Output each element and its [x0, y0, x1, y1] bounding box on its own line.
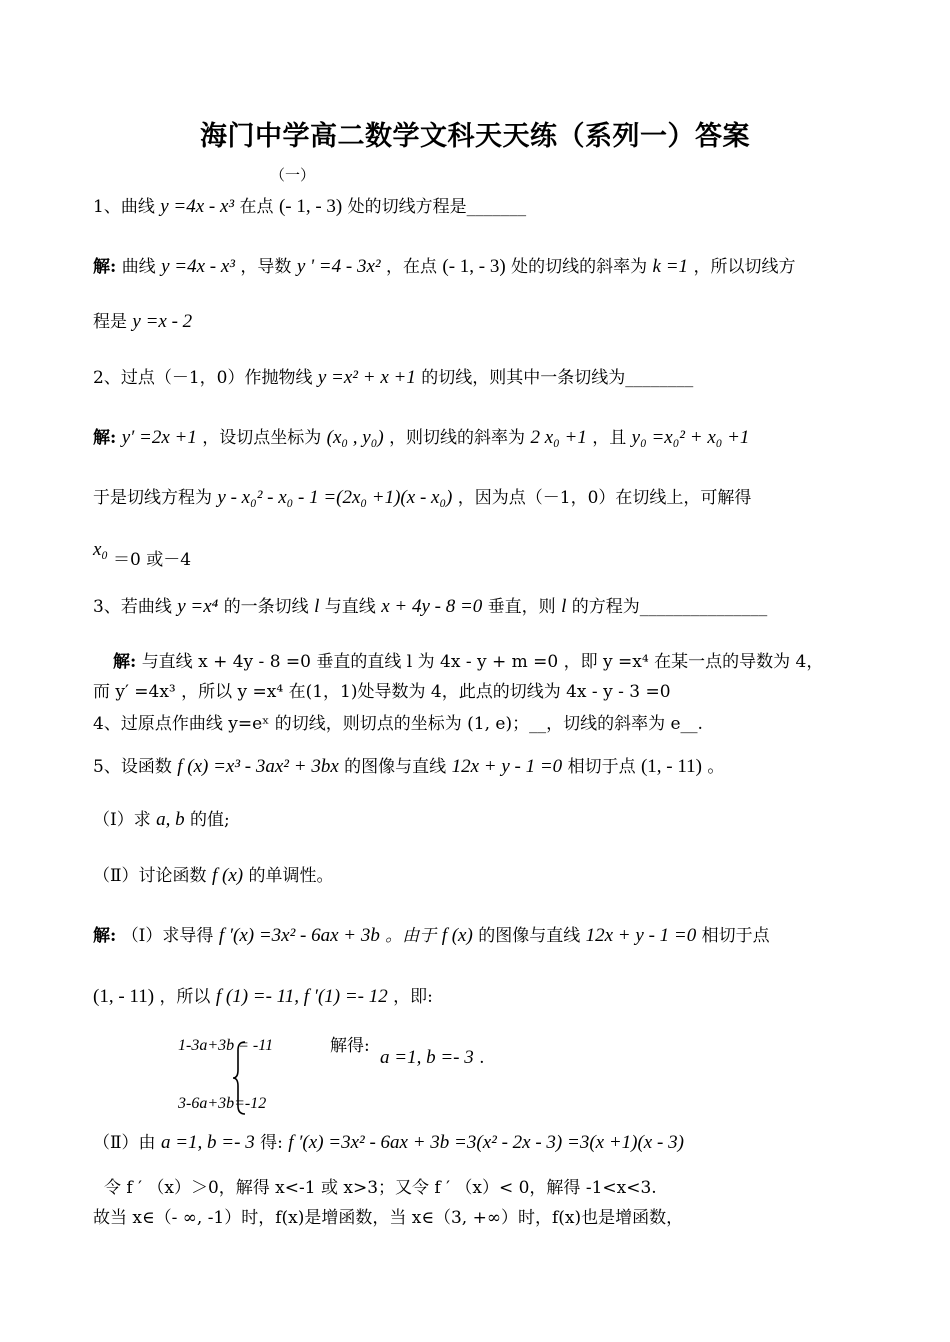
solved-label: 解得:: [330, 1036, 370, 1056]
q5-text: 。: [707, 757, 725, 777]
solution-5-values: [380, 1048, 485, 1068]
q5-prefix: 5、设函数: [93, 757, 172, 777]
solution-5-part-2: [93, 1133, 684, 1153]
section-number: （一）: [270, 166, 316, 184]
q1-point: (- 1, - 3): [278, 196, 343, 217]
q1-suffix: 处的切线方程是_______: [347, 197, 527, 217]
solution-5-line-1: [93, 926, 770, 946]
s5-text: （Ⅰ）求导得: [121, 926, 214, 946]
solution-2-result: ＝0 或－4: [113, 550, 192, 570]
s2-text: ，则切线的斜率为: [389, 428, 526, 448]
q3-line-l: l: [561, 596, 567, 617]
q3-prefix: 3、若曲线: [93, 597, 172, 617]
q5-line-eq: 12x + y - 1 =0: [451, 756, 563, 777]
q1-mid: 在点: [239, 197, 274, 217]
q5-text: 相切于点: [567, 757, 636, 777]
question-1: [93, 197, 526, 217]
s5-text: 相切于点: [701, 926, 770, 946]
s5-values: a =1, b =- 3: [160, 1132, 255, 1153]
s1-text: ，所以切线方: [693, 257, 796, 277]
q5-text: （Ⅰ）求: [93, 810, 151, 830]
s1-text: ，导数: [240, 257, 292, 277]
solution-5-line-5: 令 f ′ （x）＞0，解得 x<-1 或 x>3；又令 f ′ （x）< 0，解得 -1<x<3.: [104, 1178, 657, 1198]
solution-3-line-2: 而 y′ =4x³ ，所以 y =x⁴ 在(1，1)处导数为 4，此点的切线为 4x - y - 3 =0: [93, 682, 671, 702]
s2-text: ，且: [592, 428, 627, 448]
s5-text: （Ⅱ）由: [93, 1133, 156, 1153]
question-4: 4、过原点作曲线 y=eˣ 的切线，则切点的坐标为 (1, e)；__，切线的斜率为 e__.: [93, 714, 703, 734]
q1-formula: y =4x - x³: [160, 196, 235, 217]
s1-slope: k =1: [652, 256, 689, 277]
q5-text: （Ⅱ）讨论函数: [93, 866, 207, 886]
q3-formula: y =x⁴: [177, 596, 219, 617]
question-2: [93, 368, 693, 388]
solution-2-line-1: [93, 428, 749, 448]
question-5-part-2: [93, 866, 334, 886]
s5-conditions: f (1) =- 11, f ′(1) =- 12: [215, 986, 388, 1007]
s2-tangent-point: (x₀ , y₀): [326, 427, 384, 448]
solution-label: 解:: [93, 926, 117, 946]
q3-text: 与直线: [324, 597, 376, 617]
s2-y0: y₀ =x₀² + x₀ +1: [631, 427, 750, 448]
s2-slope: 2 x₀ +1: [530, 427, 587, 448]
s1-text: 处的切线的斜率为: [511, 257, 648, 277]
q5-function-ref: f (x): [211, 865, 244, 886]
q1-prefix: 1、曲线: [93, 197, 155, 217]
q5-vars: a, b: [156, 809, 185, 830]
s5-point: (1, - 11): [93, 986, 155, 1007]
s3-text: 与直线 x + 4y - 8 =0 垂直的直线 l 为 4x - y + m =0 ，即 y =x⁴ 在某一点的导数为 4，: [141, 652, 824, 672]
s1-text: 程是: [93, 312, 127, 332]
solution-1-line-2: [93, 312, 192, 332]
s1-point: (- 1, - 3): [442, 256, 506, 277]
s1-derivative: y ' =4 - 3x²: [296, 256, 381, 277]
s2-text: 于是切线方程为: [93, 488, 212, 508]
s5-text: 的图像与直线: [478, 926, 581, 946]
s1-answer: y =x - 2: [132, 311, 193, 332]
s2-derivative: y′ =2x +1: [121, 427, 197, 448]
q5-function: f (x) =x³ - 3ax² + 3bx: [177, 756, 339, 777]
question-3: [93, 597, 767, 617]
question-5-part-1: [93, 810, 230, 830]
s5-factored-derivative: f ′(x) =3x² - 6ax + 3b =3(x² - 2x - 3) =3(x +1)(x - 3): [288, 1132, 684, 1153]
s1-formula: y =4x - x³: [161, 256, 235, 277]
left-brace: [232, 1040, 246, 1116]
s2-x0: x₀: [93, 539, 109, 560]
q3-line-l: l: [314, 596, 320, 617]
q2-suffix: 的切线，则其中一条切线为________: [421, 368, 694, 388]
solution-3-line-1: [113, 652, 823, 672]
s5-function-ref: f (x): [441, 925, 473, 946]
s2-text: ，因为点（－1，0）在切线上，可解得: [457, 488, 752, 508]
q2-prefix: 2、过点（－1，0）作抛物线: [93, 368, 313, 388]
equation-system-row-2: 3-6a+3b=-12: [178, 1095, 267, 1112]
s5-text: ，即:: [393, 987, 433, 1007]
solution-label: 解:: [93, 257, 117, 277]
q3-suffix: 的方程为_______________: [571, 597, 768, 617]
solution-2-line-3: [93, 540, 108, 560]
page-title: 海门中学高二数学文科天天练（系列一）答案: [200, 121, 750, 152]
q3-line-eq: x + 4y - 8 =0: [381, 596, 483, 617]
solution-label: 解:: [93, 428, 117, 448]
s5-derivative: f ′(x) =3x² - 6ax + 3b: [218, 925, 380, 946]
equation-system-row-1: 1-3a+3b = -11: [178, 1037, 274, 1054]
s5-text: ，所以: [159, 987, 211, 1007]
s5-text: 得:: [260, 1133, 283, 1153]
q3-text: 垂直，则: [487, 597, 556, 617]
q5-text: 的单调性。: [248, 866, 334, 886]
s5-text: .: [479, 1048, 485, 1068]
q5-text: 的值;: [190, 810, 230, 830]
solution-5-line-2: [93, 987, 433, 1007]
s2-tangent-equation: y - x₀² - x₀ - 1 =(2x₀ +1)(x - x₀): [217, 487, 453, 508]
s1-text: 曲线: [121, 257, 156, 277]
s5-line-eq: 12x + y - 1 =0: [585, 925, 697, 946]
solution-label: 解:: [113, 652, 137, 672]
solution-2-line-2: [93, 488, 751, 508]
solution-1-line-1: [93, 257, 795, 277]
q5-point: (1, - 11): [640, 756, 703, 777]
s1-text: ，在点: [386, 257, 437, 277]
solution-5-line-6: 故当 x∈（- ∞, -1）时，f(x)是增函数，当 x∈（3, +∞）时，f(x)也是增函数，: [93, 1208, 684, 1228]
question-5: [93, 757, 724, 777]
s2-text: ，设切点坐标为: [202, 428, 322, 448]
q3-text: 的一条切线: [223, 597, 309, 617]
s5-values: a =1, b =- 3: [380, 1047, 474, 1068]
s5-text: 。由于: [385, 926, 437, 945]
q2-formula: y =x² + x +1: [317, 367, 416, 388]
q5-text: 的图像与直线: [344, 757, 447, 777]
